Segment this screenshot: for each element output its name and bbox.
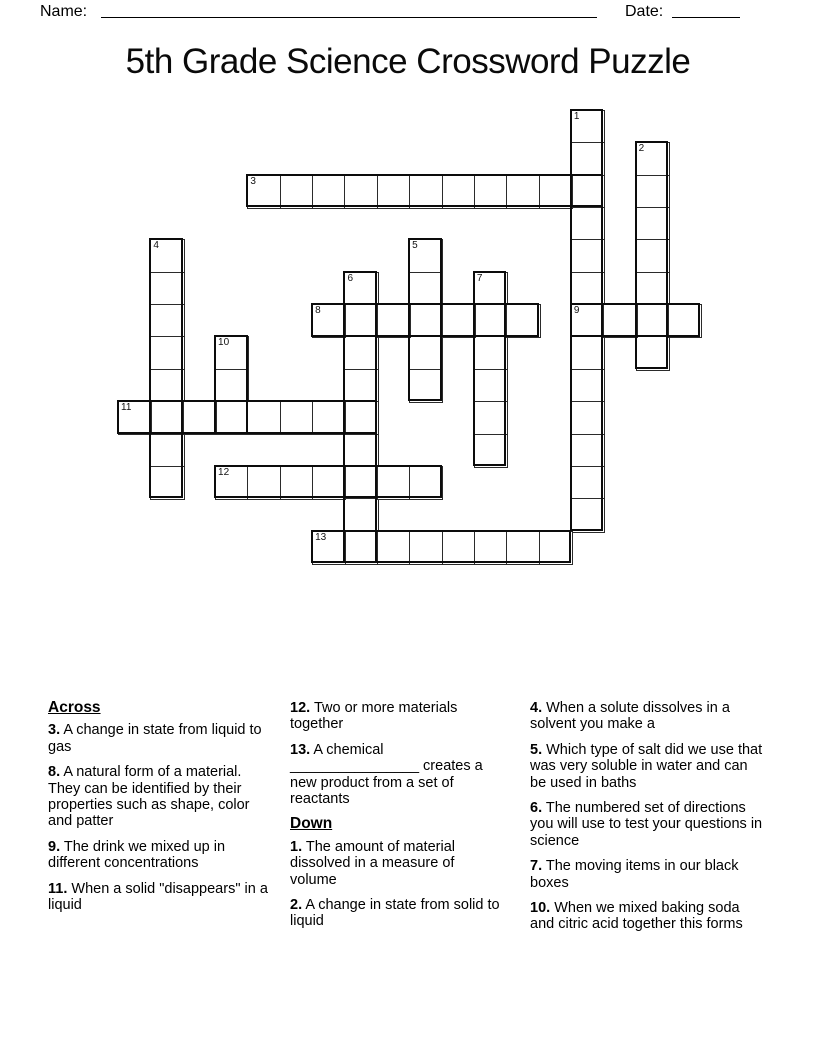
- grid-cell[interactable]: [636, 175, 670, 209]
- grid-cell[interactable]: [668, 304, 702, 338]
- grid-cell[interactable]: [280, 466, 314, 500]
- grid-cell[interactable]: [571, 498, 605, 532]
- clue-down-6: [530, 800, 766, 849]
- clue-text: A chemical ________________ creates a new product from a set of reactants: [290, 741, 483, 808]
- name-label: Name:: [40, 3, 88, 20]
- grid-cell[interactable]: [571, 239, 605, 273]
- grid-cell[interactable]: [506, 304, 540, 338]
- clue-text: When we mixed baking soda and citric acid together this forms: [530, 900, 743, 933]
- grid-cell[interactable]: [247, 175, 281, 209]
- clue-number: 6.: [530, 800, 543, 817]
- grid-cell[interactable]: [474, 304, 508, 338]
- grid-cell[interactable]: [539, 531, 573, 565]
- grid-cell[interactable]: [474, 434, 508, 468]
- grid-cell[interactable]: [312, 175, 346, 209]
- clue-text: A change in state from solid to liquid: [290, 897, 500, 930]
- grid-cell[interactable]: [183, 401, 217, 435]
- grid-cell[interactable]: [636, 304, 670, 338]
- grid-cell[interactable]: [377, 531, 411, 565]
- grid-cell[interactable]: [344, 272, 378, 306]
- grid-cell[interactable]: [344, 304, 378, 338]
- grid-cell[interactable]: [280, 175, 314, 209]
- clue-down-2: [290, 897, 502, 930]
- grid-cell[interactable]: [474, 369, 508, 403]
- clue-text: A change in state from liquid to gas: [48, 722, 262, 755]
- clue-number: 3.: [48, 722, 61, 739]
- name-input-line[interactable]: [101, 2, 597, 18]
- grid-cell[interactable]: [377, 466, 411, 500]
- grid-cell[interactable]: [344, 434, 378, 468]
- clue-number: 11.: [48, 880, 68, 897]
- grid-cell[interactable]: [474, 272, 508, 306]
- clue-text: When a solute dissolves in a solvent you make a: [530, 700, 730, 733]
- grid-cell[interactable]: [442, 304, 476, 338]
- grid-cell[interactable]: [312, 466, 346, 500]
- grid-cell[interactable]: [409, 531, 443, 565]
- grid-cell[interactable]: [280, 401, 314, 435]
- grid-cell[interactable]: [571, 401, 605, 435]
- crossword-grid: [118, 110, 701, 563]
- grid-cell[interactable]: [312, 401, 346, 435]
- clue-number: 8.: [48, 764, 61, 781]
- grid-cell[interactable]: [150, 272, 184, 306]
- clue-text: The drink we mixed up in different concentrations: [48, 838, 226, 872]
- clue-down-1: [290, 839, 502, 888]
- grid-cell[interactable]: [344, 369, 378, 403]
- grid-cell[interactable]: [409, 239, 443, 273]
- grid-cell[interactable]: [344, 336, 378, 370]
- grid-cell[interactable]: [474, 401, 508, 435]
- clue-text: The numbered set of directions you will use to test your questions in science: [530, 800, 763, 849]
- grid-cell[interactable]: [571, 142, 605, 176]
- cell-number: 8: [315, 305, 321, 317]
- cell-number: 13: [315, 531, 327, 543]
- grid-cell[interactable]: [150, 304, 184, 338]
- grid-cell[interactable]: [409, 304, 443, 338]
- grid-cell[interactable]: [571, 304, 605, 338]
- grid-cell[interactable]: [344, 175, 378, 209]
- clue-column-2: [290, 700, 502, 939]
- cell-number: 7: [476, 272, 483, 284]
- clue-across-11: [48, 881, 276, 914]
- grid-cell[interactable]: [409, 336, 443, 370]
- grid-cell[interactable]: [377, 304, 411, 338]
- cell-number: 11: [121, 402, 132, 414]
- grid-cell[interactable]: [215, 401, 249, 435]
- clue-text: Two or more materials together: [290, 700, 458, 733]
- grid-cell[interactable]: [571, 369, 605, 403]
- clue-down-7: [530, 858, 766, 891]
- grid-cell[interactable]: [474, 531, 508, 565]
- clue-down-10: [530, 900, 766, 933]
- grid-cell[interactable]: [215, 466, 249, 500]
- grid-cell[interactable]: [474, 336, 508, 370]
- grid-cell[interactable]: [636, 239, 670, 273]
- grid-cell[interactable]: [442, 175, 476, 209]
- cell-number: 10: [218, 337, 230, 349]
- grid-cell[interactable]: [344, 531, 378, 565]
- cell-number: 5: [412, 240, 418, 252]
- grid-cell[interactable]: [539, 175, 573, 209]
- grid-cell[interactable]: [150, 434, 184, 468]
- grid-cell[interactable]: [474, 175, 508, 209]
- date-label: Date:: [625, 3, 664, 20]
- grid-cell[interactable]: [636, 207, 670, 241]
- cell-number: 2: [638, 143, 645, 155]
- clue-number: 1.: [290, 838, 303, 855]
- grid-cell[interactable]: [344, 401, 378, 435]
- clue-down-5: [530, 742, 766, 791]
- grid-cell[interactable]: [506, 175, 540, 209]
- grid-cell[interactable]: [571, 466, 605, 500]
- grid-cell[interactable]: [150, 336, 184, 370]
- cell-number: 4: [153, 240, 159, 252]
- clue-across-8: [48, 764, 276, 830]
- clue-number: 5.: [530, 741, 543, 758]
- grid-cell[interactable]: [571, 272, 605, 306]
- header-row: [0, 2, 816, 24]
- clue-number: 7.: [530, 858, 543, 875]
- grid-cell[interactable]: [150, 401, 184, 435]
- clue-text: The amount of material dissolved in a measure of volume: [290, 838, 455, 888]
- clue-across-9: [48, 839, 276, 872]
- cell-number: 9: [573, 305, 580, 317]
- grid-cell[interactable]: [409, 369, 443, 403]
- clue-number: 9.: [48, 838, 61, 855]
- clue-across-13: [290, 742, 502, 808]
- grid-cell[interactable]: [344, 498, 378, 532]
- cell-number: 6: [347, 272, 353, 284]
- grid-cell[interactable]: [571, 207, 605, 241]
- clue-down-4: [530, 700, 766, 733]
- grid-cell[interactable]: [636, 336, 670, 370]
- grid-cell[interactable]: [215, 369, 249, 403]
- cell-number: 1: [573, 111, 580, 122]
- clue-number: 4.: [530, 700, 543, 716]
- clue-text: A natural form of a material. They can be identified by their properties such as shape, color and patter: [48, 764, 250, 830]
- grid-cell[interactable]: [571, 175, 605, 209]
- grid-cell[interactable]: [377, 175, 411, 209]
- clue-column-3: [530, 700, 766, 942]
- page-title: 5th Grade Science Crossword Puzzle: [125, 42, 691, 81]
- grid-cell[interactable]: [247, 401, 281, 435]
- clue-across-12: [290, 700, 502, 733]
- cell-number: 12: [218, 466, 230, 478]
- clue-text: The moving items in our black boxes: [530, 858, 739, 891]
- grid-cell[interactable]: [150, 466, 184, 500]
- grid-cell[interactable]: [571, 434, 605, 468]
- grid-cell[interactable]: [409, 466, 443, 500]
- grid-cell[interactable]: [636, 272, 670, 306]
- grid-cell[interactable]: [442, 531, 476, 565]
- grid-cell[interactable]: [636, 142, 670, 176]
- grid-cell[interactable]: [603, 304, 637, 338]
- grid-cell[interactable]: [215, 336, 249, 370]
- grid-cell[interactable]: [344, 466, 378, 500]
- clue-number: 2.: [290, 897, 303, 914]
- grid-cell[interactable]: [506, 531, 540, 565]
- grid-cell[interactable]: [312, 304, 346, 338]
- clue-number: 10.: [530, 900, 551, 917]
- grid-cell[interactable]: [118, 401, 152, 435]
- grid-cell[interactable]: [312, 531, 346, 565]
- down-header: Down: [290, 815, 333, 833]
- clue-number: 12.: [290, 700, 311, 716]
- grid-cell[interactable]: [409, 175, 443, 209]
- grid-cell[interactable]: [571, 336, 605, 370]
- date-input-line[interactable]: [672, 2, 740, 18]
- clue-number: 13.: [290, 741, 311, 758]
- grid-cell[interactable]: [247, 466, 281, 500]
- cell-number: 3: [250, 175, 256, 187]
- grid-cell[interactable]: [150, 239, 184, 273]
- clue-text: Which type of salt did we use that was very soluble in water and can be used in baths: [530, 741, 763, 791]
- grid-cell[interactable]: [409, 272, 443, 306]
- clue-column-1: [48, 700, 276, 922]
- clue-text: When a solid "disappears" in a liquid: [48, 880, 268, 914]
- grid-cell[interactable]: [571, 110, 605, 144]
- clue-across-3: [48, 722, 276, 755]
- across-header: Across: [48, 699, 101, 716]
- grid-cell[interactable]: [150, 369, 184, 403]
